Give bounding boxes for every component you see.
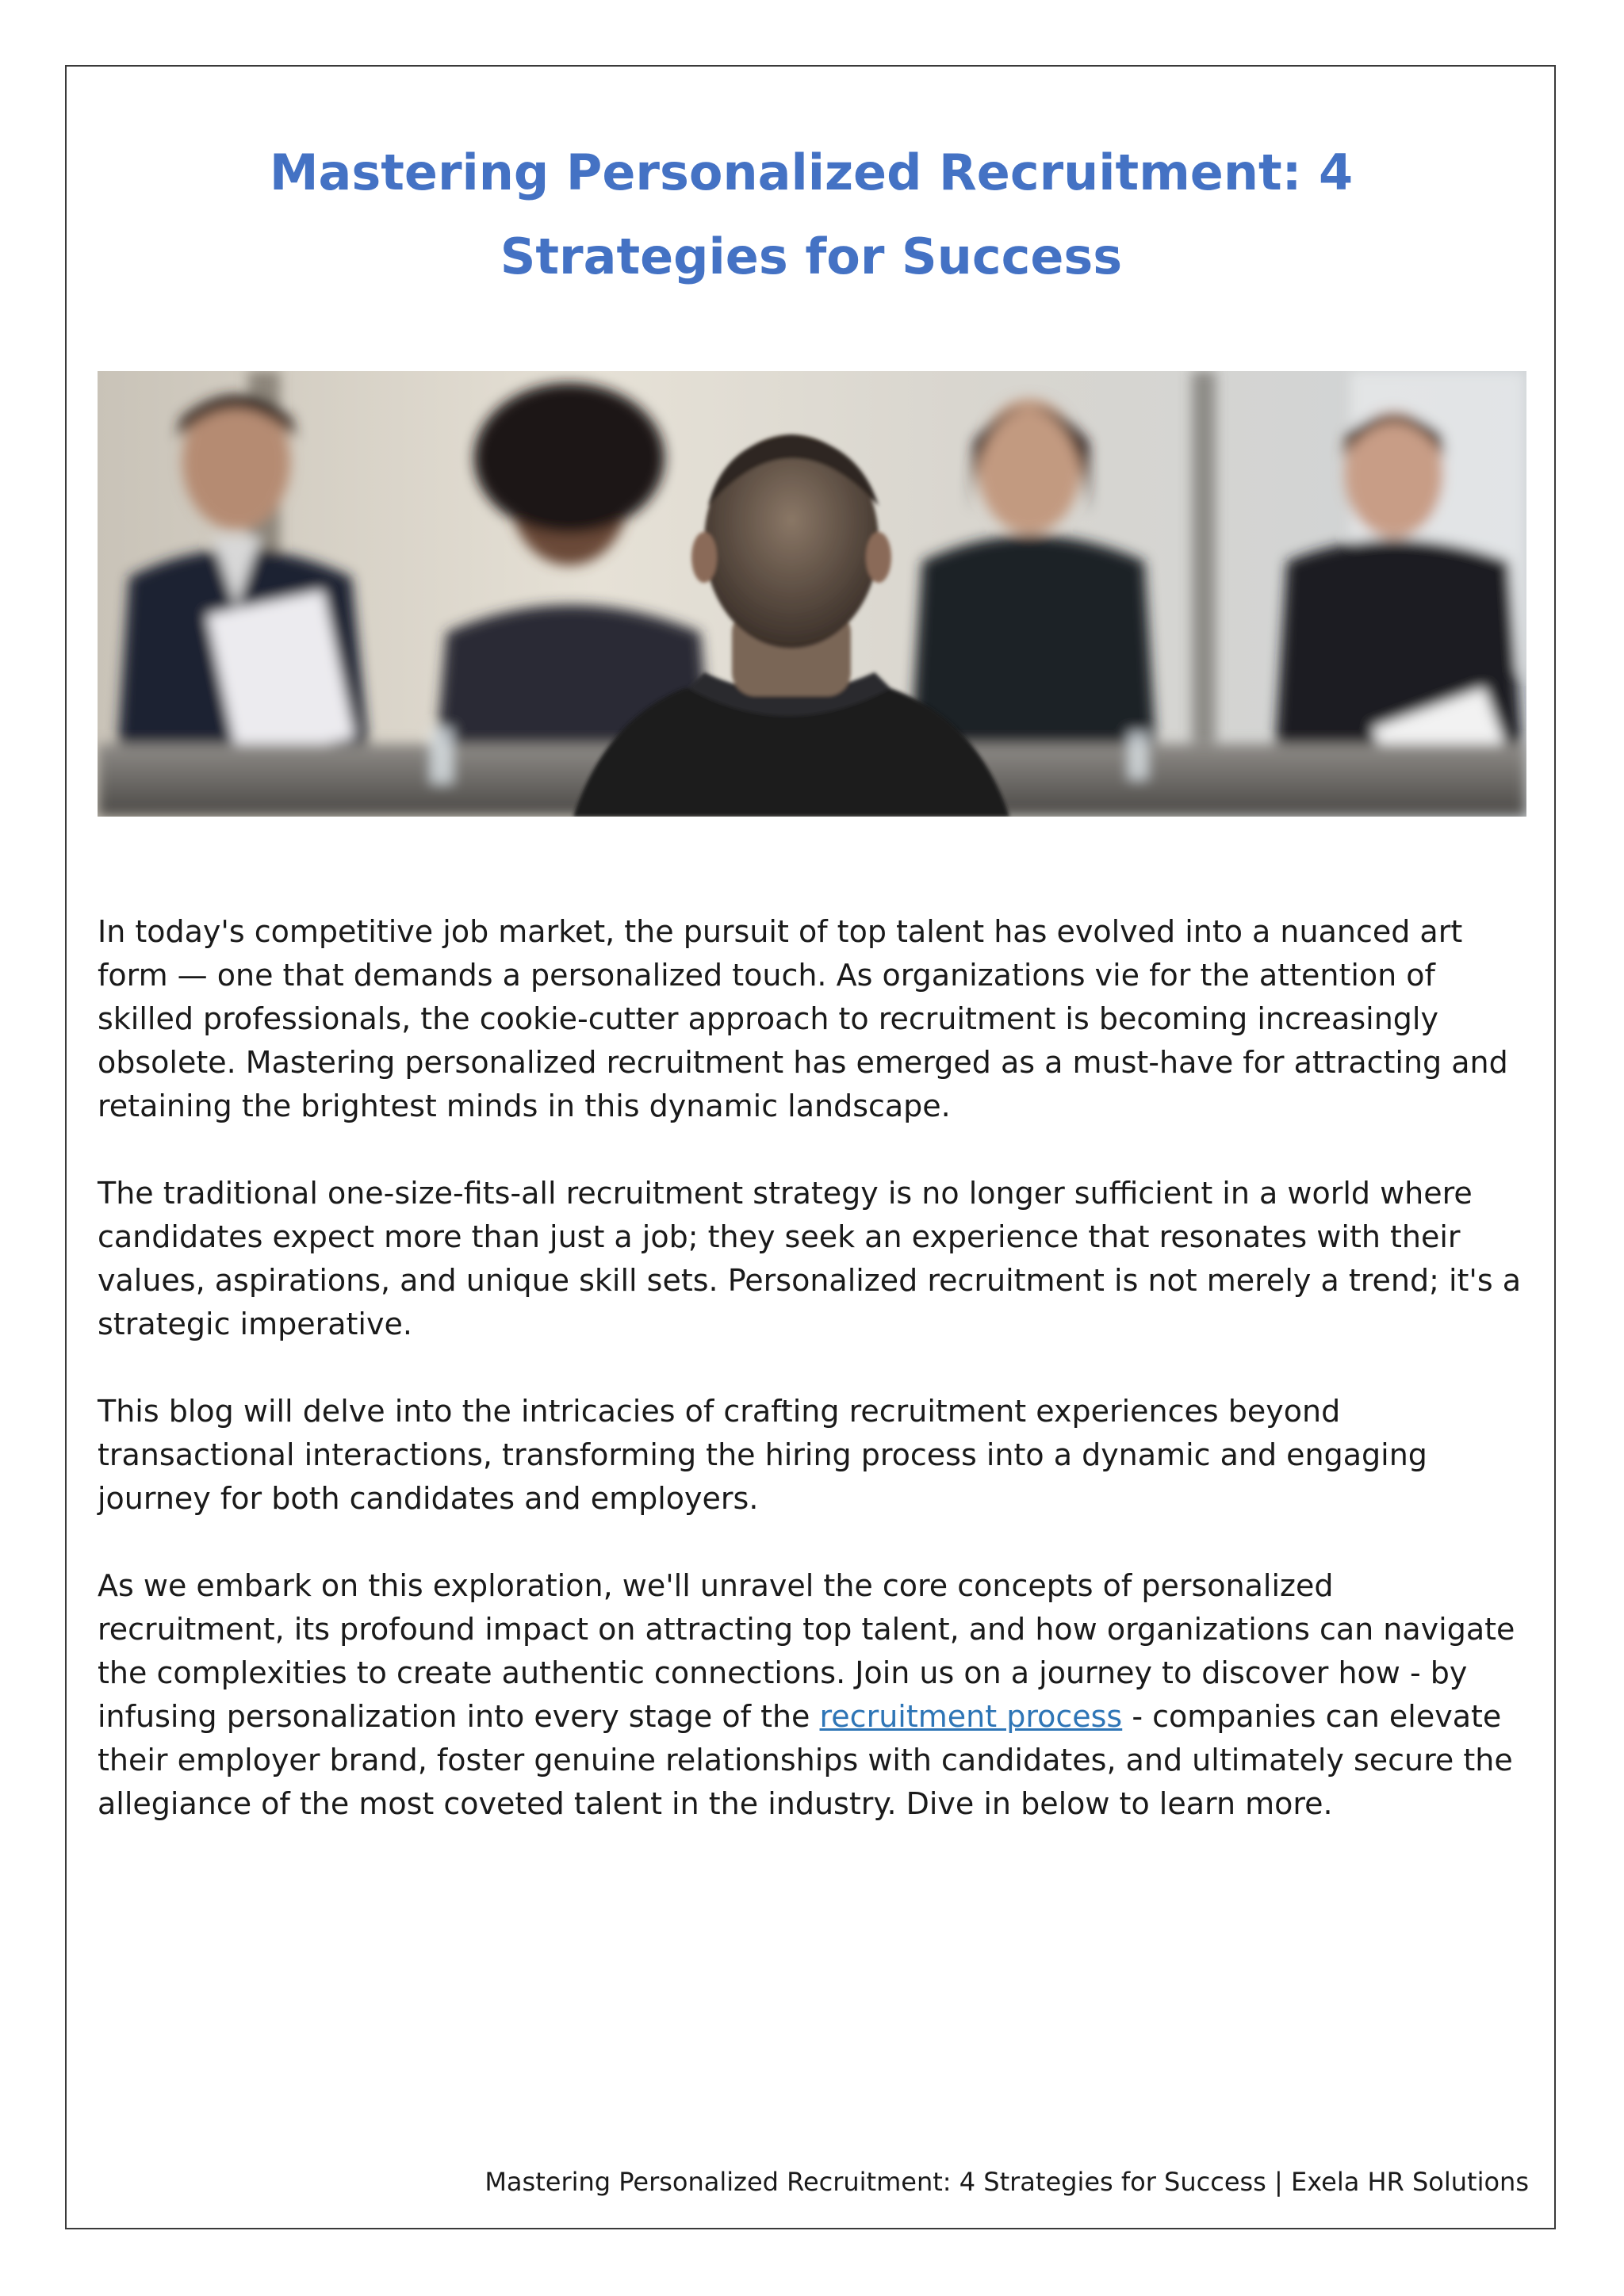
meeting-photo-icon xyxy=(98,371,1526,817)
paragraph-4-text-before-link: As we embark on this exploration, we'll unravel the core concepts of personalized recruitment, its profound impact on attracting top talent, and how organizations can navigate the complexities to create authentic connections. Join us on a journey to discover how - by infusing personalization into every stage of the xyxy=(98,1568,1515,1734)
paragraph-1: In today's competitive job market, the pursuit of top talent has evolved into a nuanced art form — one that demands a personalized touch. As organizations vie for the attention of skilled professionals, the cookie-cutter approach to recruitment is becoming increasingly obsolete. Mastering personalized recruitment has emerged as a must-have for attracting and retaining the brightest minds in this dynamic landscape. xyxy=(98,914,1508,1123)
page-footer: Mastering Personalized Recruitment: 4 Strategies for Success | Exela HR Solutions xyxy=(485,2167,1529,2197)
page-title: Mastering Personalized Recruitment: 4 Strategies for Success xyxy=(269,144,1354,285)
paragraph-4 xyxy=(98,1564,1526,1826)
paragraph-4-text-after-link: - companies can elevate their employer brand, foster genuine relationships with candidates, and ultimately secure the allegiance of the most coveted talent in the industry. Dive in below to learn more. xyxy=(98,1699,1513,1821)
article-body xyxy=(98,910,1526,1869)
paragraph-3: This blog will delve into the intricacies of crafting recruitment experiences beyond transactional interactions, transforming the hiring process into a dynamic and engaging journey for both candidates and employers. xyxy=(98,1394,1427,1516)
paragraph-2: The traditional one-size-fits-all recruitment strategy is no longer sufficient in a world where candidates expect more than just a job; they seek an experience that resonates with their values, aspirations, and unique skill sets. Personalized recruitment is not merely a trend; it's a strategic imperative. xyxy=(98,1176,1522,1341)
recruitment-process-link[interactable]: recruitment process xyxy=(819,1699,1123,1734)
